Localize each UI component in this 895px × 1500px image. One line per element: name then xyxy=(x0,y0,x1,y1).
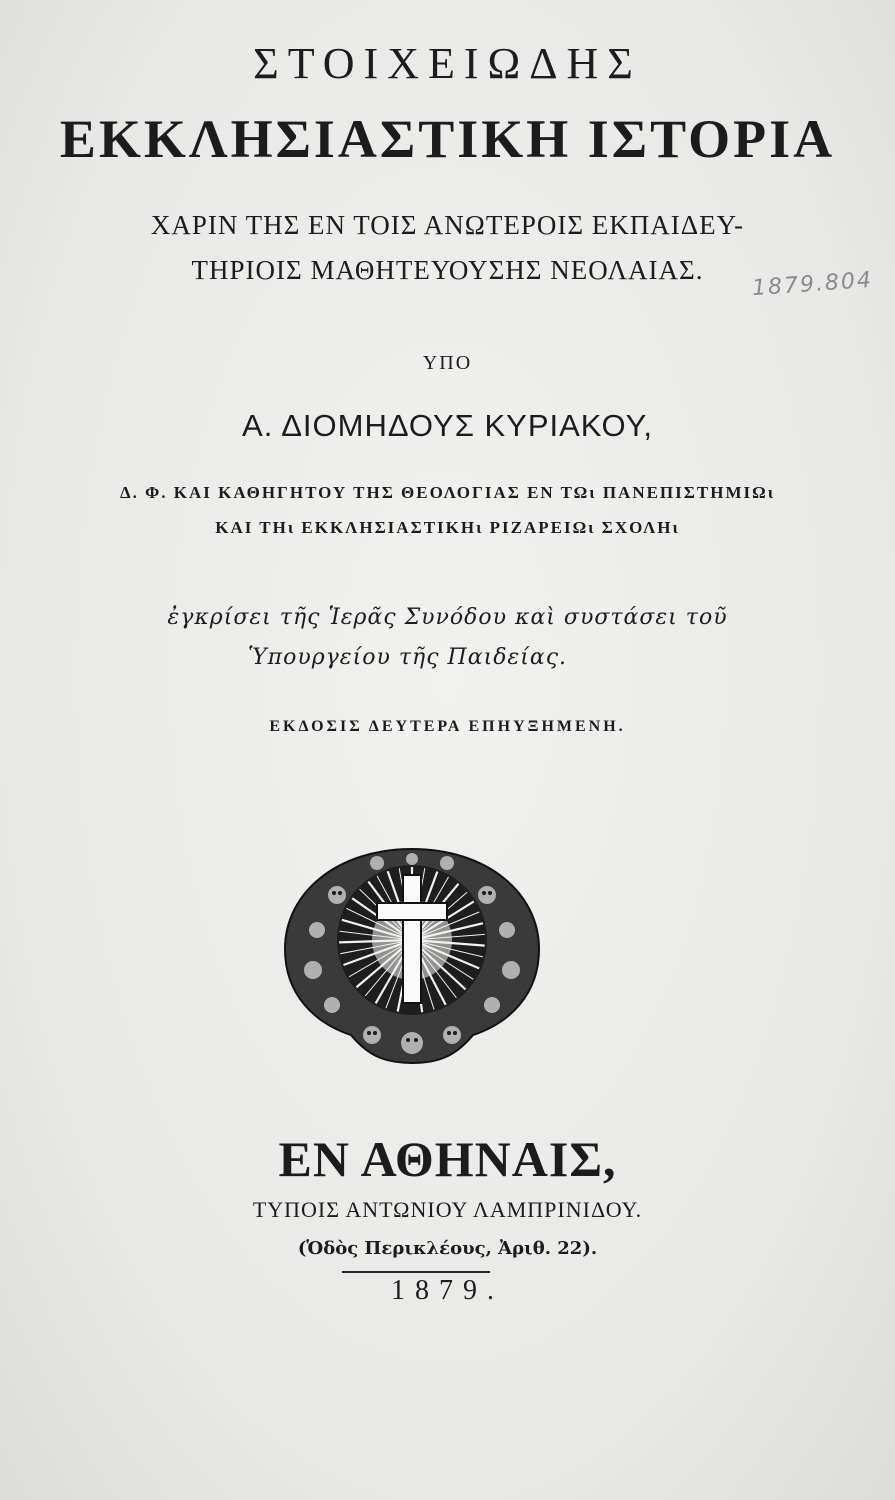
imprint-divider xyxy=(342,1271,490,1273)
approval-line-2: Ὑπουργείου τῆς Παιδείας. xyxy=(247,645,568,670)
edition-note: ΕΚΔΟΣΙΣ ΔΕΥΤΕΡΑ ΕΠΗΥΞΗΜΕΝΗ. xyxy=(269,718,626,735)
subtitle-line-2: ΤΗΡΙΟΙΣ ΜΑΘΗΤΕΥΟΥΣΗΣ ΝΕΟΛΑΙΑΣ. xyxy=(191,255,704,285)
author-name: Α. ΔΙΟΜΗΔΟΥΣ ΚΥΡΙΑΚΟΥ, xyxy=(242,408,653,443)
subtitle-line-1: ΧΑΡΙΝ ΤΗΣ ΕΝ ΤΟΙΣ ΑΝΩΤΕΡΟΙΣ ΕΚΠΑΙΔΕΥ- xyxy=(150,210,745,240)
imprint-year: 1879. xyxy=(391,1275,504,1306)
imprint-place: ΕΝ ΑΘΗΝΑΙΣ, xyxy=(278,1131,617,1187)
title-line-2: ΕΚΚΛΗΣΙΑΣΤΙΚΗ ΙΣΤΟΡΙΑ xyxy=(59,109,836,169)
byline: ΥΠΟ xyxy=(422,352,473,374)
imprint-printer: ΤΥΠΟΙΣ ΑΝΤΩΝΙΟΥ ΛΑΜΠΡΙΝΙΔΟΥ. xyxy=(252,1197,643,1222)
title-line-1: ΣΤΟΙΧΕΙΩΔΗΣ xyxy=(253,39,642,88)
author-credentials-line-1: Δ. Φ. ΚΑΙ ΚΑΘΗΓΗΤΟΥ ΤΗΣ ΘΕΟΛΟΓΙΑΣ ΕΝ ΤΩι ΠΑΝΕΠΙΣΤΗΜΙΩι xyxy=(119,483,775,502)
approval-line-1: ἐγκρίσει τῆς Ἱερᾶς Συνόδου καὶ συστάσει τοῦ xyxy=(167,605,728,630)
author-credentials-line-2: ΚΑΙ ΤΗι ΕΚΚΛΗΣΙΑΣΤΙΚΗι ΡΙΖΑΡΕΙΩι ΣΧΟΛΗι xyxy=(215,518,680,537)
imprint-address: (Ὁδὸς Περικλέους, Ἀριθ. 22). xyxy=(297,1238,598,1259)
cross-wreath-emblem-icon xyxy=(277,845,547,1065)
handwritten-catalog-note: 1879.804 xyxy=(751,267,874,302)
